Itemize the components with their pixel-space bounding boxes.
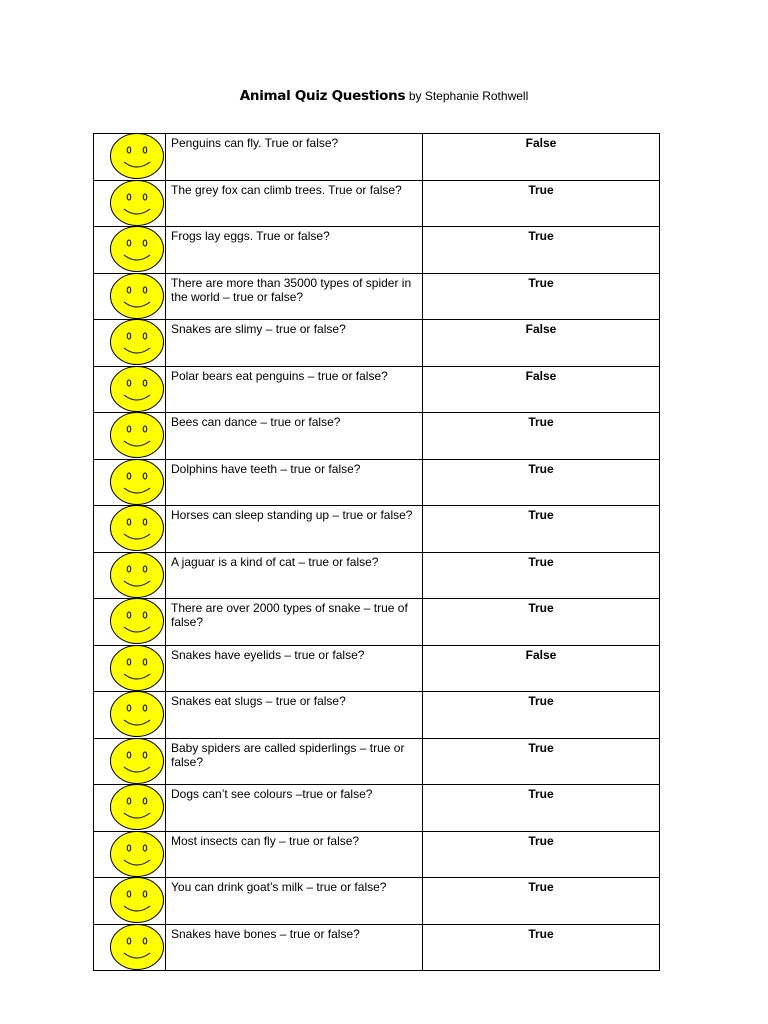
question-cell: Penguins can fly. True or false? xyxy=(166,134,423,181)
table-row xyxy=(94,599,660,646)
title-text: Animal Quiz Questions xyxy=(239,88,406,104)
answer-cell: True xyxy=(423,785,660,832)
answer-cell: True xyxy=(423,552,660,599)
question-cell: Frogs lay eggs. True or false? xyxy=(166,227,423,274)
answer-cell: True xyxy=(423,738,660,785)
answer-cell: True xyxy=(423,599,660,646)
icon-cell xyxy=(94,831,166,878)
table-row xyxy=(94,878,660,925)
answer-cell: True xyxy=(423,273,660,320)
question-cell: A jaguar is a kind of cat – true or false? xyxy=(166,552,423,599)
answer-cell: True xyxy=(423,180,660,227)
icon-cell xyxy=(94,227,166,274)
table-row xyxy=(94,692,660,739)
question-cell: Polar bears eat penguins – true or false? xyxy=(166,366,423,413)
question-cell: Snakes have bones – true or false? xyxy=(166,924,423,971)
question-cell: Snakes eat slugs – true or false? xyxy=(166,692,423,739)
smiley-face-icon xyxy=(109,365,165,413)
answer-cell: True xyxy=(423,506,660,553)
icon-cell xyxy=(94,645,166,692)
icon-cell xyxy=(94,413,166,460)
table-row xyxy=(94,227,660,274)
icon-cell xyxy=(94,506,166,553)
answer-cell: False xyxy=(423,366,660,413)
smiley-face-icon xyxy=(109,737,165,785)
smiley-face-icon xyxy=(109,272,165,320)
smiley-face-icon xyxy=(109,411,165,459)
table-row xyxy=(94,413,660,460)
table-row xyxy=(94,645,660,692)
quiz-table xyxy=(93,133,660,971)
smiley-face-icon xyxy=(109,597,165,645)
answer-cell: False xyxy=(423,645,660,692)
answer-cell: True xyxy=(423,459,660,506)
smiley-face-icon xyxy=(109,179,165,227)
question-cell: The grey fox can climb trees. True or false? xyxy=(166,180,423,227)
icon-cell xyxy=(94,552,166,599)
question-cell: There are more than 35000 types of spider in the world – true or false? xyxy=(166,273,423,320)
question-cell: Dogs can’t see colours –true or false? xyxy=(166,785,423,832)
byline-text: by Stephanie Rothwell xyxy=(408,89,529,103)
answer-cell: False xyxy=(423,320,660,367)
table-row xyxy=(94,180,660,227)
smiley-face-icon xyxy=(109,876,165,924)
question-cell: Bees can dance – true or false? xyxy=(166,413,423,460)
question-cell: Most insects can fly – true or false? xyxy=(166,831,423,878)
icon-cell xyxy=(94,134,166,181)
table-row xyxy=(94,273,660,320)
icon-cell xyxy=(94,692,166,739)
table-row xyxy=(94,459,660,506)
question-cell: There are over 2000 types of snake – true of false? xyxy=(166,599,423,646)
icon-cell xyxy=(94,459,166,506)
question-cell: Dolphins have teeth – true or false? xyxy=(166,459,423,506)
answer-cell: False xyxy=(423,134,660,181)
icon-cell xyxy=(94,366,166,413)
table-row xyxy=(94,738,660,785)
icon-cell xyxy=(94,599,166,646)
smiley-face-icon xyxy=(109,644,165,692)
smiley-face-icon xyxy=(109,132,165,180)
table-row xyxy=(94,785,660,832)
smiley-face-icon xyxy=(109,923,165,971)
question-cell: Snakes are slimy – true or false? xyxy=(166,320,423,367)
smiley-face-icon xyxy=(109,225,165,273)
answer-cell: True xyxy=(423,878,660,925)
answer-cell: True xyxy=(423,692,660,739)
question-cell: Snakes have eyelids – true or false? xyxy=(166,645,423,692)
icon-cell xyxy=(94,785,166,832)
smiley-face-icon xyxy=(109,504,165,552)
answer-cell: True xyxy=(423,831,660,878)
question-cell: Horses can sleep standing up – true or false? xyxy=(166,506,423,553)
table-row xyxy=(94,134,660,181)
document-title xyxy=(0,88,768,104)
answer-cell: True xyxy=(423,924,660,971)
table-row xyxy=(94,366,660,413)
table-row xyxy=(94,506,660,553)
answer-cell: True xyxy=(423,413,660,460)
table-row xyxy=(94,831,660,878)
icon-cell xyxy=(94,924,166,971)
question-cell: You can drink goat’s milk – true or false? xyxy=(166,878,423,925)
smiley-face-icon xyxy=(109,690,165,738)
table-row xyxy=(94,924,660,971)
icon-cell xyxy=(94,738,166,785)
answer-cell: True xyxy=(423,227,660,274)
question-cell: Baby spiders are called spiderlings – true or false? xyxy=(166,738,423,785)
icon-cell xyxy=(94,180,166,227)
smiley-face-icon xyxy=(109,783,165,831)
smiley-face-icon xyxy=(109,318,165,366)
icon-cell xyxy=(94,320,166,367)
table-row xyxy=(94,320,660,367)
icon-cell xyxy=(94,878,166,925)
smiley-face-icon xyxy=(109,551,165,599)
icon-cell xyxy=(94,273,166,320)
table-row xyxy=(94,552,660,599)
smiley-face-icon xyxy=(109,458,165,506)
smiley-face-icon xyxy=(109,830,165,878)
